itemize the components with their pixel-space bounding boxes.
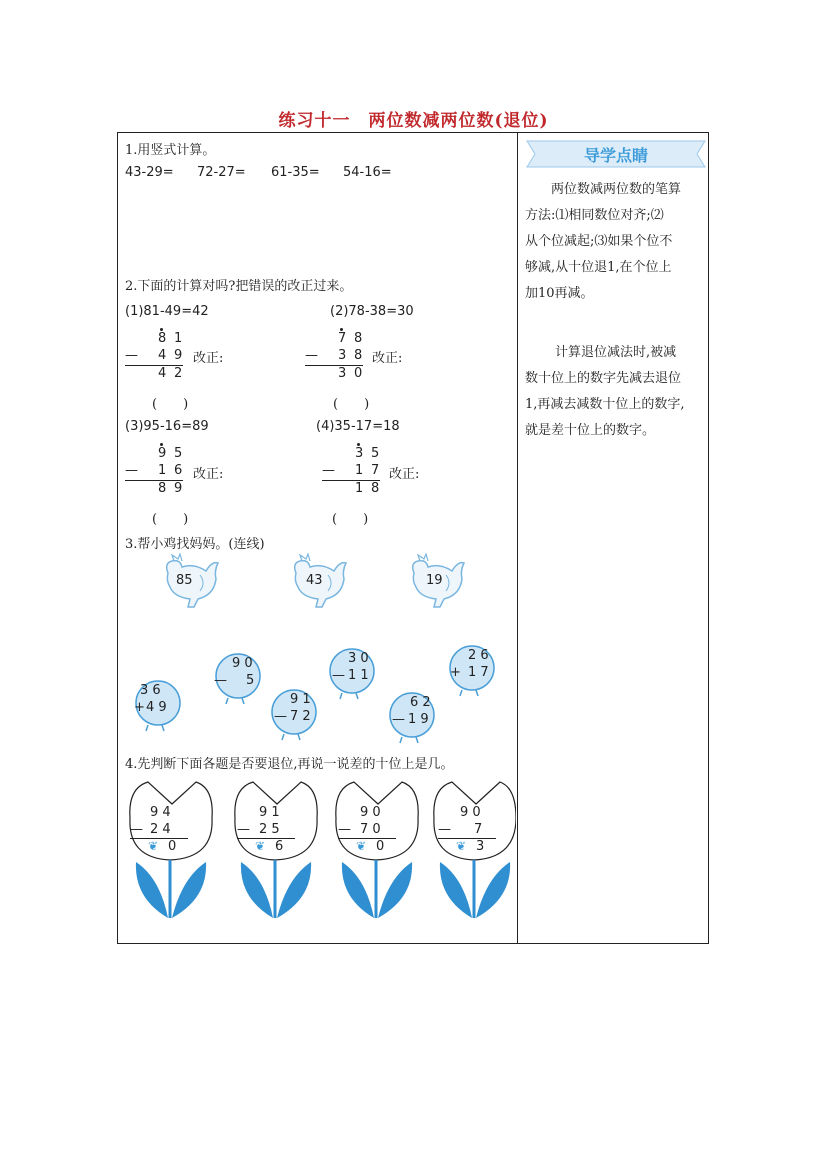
tulip-1	[124, 778, 220, 920]
q2-item-2-vertical-calc	[305, 328, 365, 384]
q2-item-3-answer-paren[interactable]: ( )	[152, 512, 189, 527]
text-line: 两位数减两位数的笔算	[551, 182, 682, 197]
text-line: 加10再减。	[525, 286, 594, 301]
page-title: 练习十一 两位数减两位数(退位)	[278, 111, 549, 131]
digit: 9	[174, 348, 183, 363]
chick-2-op: —	[214, 673, 227, 688]
digit: 1	[355, 463, 364, 478]
digit: 0	[354, 366, 363, 381]
chick-4[interactable]	[326, 643, 382, 701]
q2-item-4-answer-paren[interactable]: ( )	[332, 512, 369, 527]
tulip-2-top: 9 1	[259, 805, 280, 820]
hen-2[interactable]	[288, 553, 350, 613]
tulip-3-top: 9 0	[360, 805, 381, 820]
tulip-4-sub: 7	[474, 822, 483, 837]
butterfly-icon: ❦	[356, 839, 367, 853]
chick-6-bottom: 1 7	[468, 665, 489, 680]
digit: 5	[174, 446, 183, 461]
text-line: 方法:⑴相同数位对齐;⑵	[525, 208, 664, 223]
digit: 7	[371, 463, 380, 478]
digit: 3	[355, 446, 364, 461]
sidebar-paragraph-2	[525, 340, 707, 444]
text-line: 够减,从十位退1,在个位上	[525, 260, 672, 275]
digit: 6	[174, 463, 183, 478]
digit: 7	[338, 331, 347, 346]
digit: 8	[354, 331, 363, 346]
tulip-1-result: 0	[168, 839, 177, 854]
hen-3-number: 19	[426, 573, 443, 588]
minus-sign: —	[305, 348, 318, 363]
text-line: 数十位上的数字先减去退位	[525, 371, 682, 386]
minus-sign: —	[125, 463, 138, 478]
calc-line	[130, 838, 188, 839]
text-line: 就是差十位上的数字。	[525, 423, 656, 438]
chick-6-op: +	[450, 665, 461, 680]
q2-item-1-label: (1)81-49=42	[125, 304, 209, 319]
digit: 3	[338, 348, 347, 363]
q1-problem-4: 54-16=	[343, 165, 392, 180]
tulip-4-top: 9 0	[460, 805, 481, 820]
q1-heading: 1.用竖式计算。	[125, 143, 216, 158]
chick-5-top: 6 2	[410, 695, 431, 710]
chick-6-top: 2 6	[468, 648, 489, 663]
tulip-2-minus: —	[237, 822, 250, 837]
chick-6[interactable]	[446, 640, 502, 698]
chick-3-bottom: 7 2	[290, 709, 311, 724]
chick-3-op: —	[274, 709, 287, 724]
q3-heading: 3.帮小鸡找妈妈。(连线)	[125, 537, 265, 552]
minus-sign: —	[125, 348, 138, 363]
digit: 4	[158, 366, 167, 381]
calc-line	[338, 838, 396, 839]
q1-problem-1: 43-29=	[125, 165, 174, 180]
digit: 1	[174, 331, 183, 346]
tulip-4-result: 3	[476, 839, 485, 854]
q2-item-1-vertical-calc	[125, 328, 185, 384]
chick-3[interactable]	[268, 684, 324, 742]
chick-1-bottom: 4 9	[146, 700, 167, 715]
chick-4-op: —	[332, 668, 345, 683]
tulip-3-sub: 7 0	[360, 822, 381, 837]
q2-item-4-label: (4)35-17=18	[316, 419, 400, 434]
digit: 8	[158, 331, 167, 346]
chick-2-bottom: 5	[246, 673, 255, 688]
butterfly-icon: ❦	[255, 839, 266, 853]
q2-item-1-answer-paren[interactable]: ( )	[152, 397, 189, 412]
hen-3[interactable]	[406, 553, 468, 613]
tulip-2-sub: 2 5	[259, 822, 280, 837]
chick-4-top: 3 0	[348, 651, 369, 666]
minus-sign: —	[322, 463, 335, 478]
sidebar-banner	[525, 139, 709, 169]
chick-1-top: 3 6	[140, 683, 161, 698]
q2-item-4-fix-label: 改正:	[389, 467, 420, 482]
hen-2-number: 43	[306, 573, 323, 588]
tulip-2	[229, 778, 325, 920]
digit: 4	[158, 348, 167, 363]
q2-item-3-fix-label: 改正:	[193, 467, 224, 482]
q2-item-3-vertical-calc	[125, 443, 185, 499]
column-divider	[517, 132, 518, 944]
text-line: 从个位减起;⑶如果个位不	[525, 234, 673, 249]
tulip-1-top: 9 4	[150, 805, 171, 820]
q1-problem-2: 72-27=	[197, 165, 246, 180]
butterfly-icon: ❦	[148, 839, 159, 853]
text-line: 1,再减去减数十位上的数字,	[525, 397, 685, 412]
q2-item-2-answer-paren[interactable]: ( )	[333, 397, 370, 412]
sidebar-paragraph-1	[525, 177, 707, 307]
q4-heading: 4.先判断下面各题是否要退位,再说一说差的十位上是几。	[125, 757, 454, 772]
tulip-icon	[428, 778, 516, 920]
tulip-3-result: 0	[376, 839, 385, 854]
chick-1[interactable]	[132, 675, 188, 733]
q1-problem-3: 61-35=	[271, 165, 320, 180]
digit: 9	[158, 446, 167, 461]
hen-1-number: 85	[176, 573, 193, 588]
tulip-2-result: 6	[275, 839, 284, 854]
chick-5[interactable]	[386, 687, 442, 745]
chick-5-bottom: 1 9	[408, 712, 429, 727]
q2-heading: 2.下面的计算对吗?把错误的改正过来。	[125, 279, 353, 294]
tulip-4-minus: —	[438, 822, 451, 837]
q2-item-2-label: (2)78-38=30	[330, 304, 414, 319]
digit: 8	[371, 481, 380, 496]
q2-item-4-vertical-calc	[322, 443, 382, 499]
tulip-1-minus: —	[130, 822, 143, 837]
tulip-4	[428, 778, 516, 920]
sidebar-banner-title: 导学点睛	[583, 146, 648, 165]
calc-line	[438, 838, 496, 839]
tulip-1-sub: 2 4	[150, 822, 171, 837]
q2-item-2-fix-label: 改正:	[372, 351, 403, 366]
chick-1-op: +	[134, 700, 145, 715]
tulip-3-minus: —	[338, 822, 351, 837]
q2-item-1-fix-label: 改正:	[193, 351, 224, 366]
digit: 3	[338, 366, 347, 381]
digit: 8	[158, 481, 167, 496]
chick-2[interactable]	[212, 648, 268, 706]
tulip-3	[330, 778, 426, 920]
q2-item-3-label: (3)95-16=89	[125, 419, 209, 434]
hen-1[interactable]	[160, 553, 222, 613]
digit: 9	[174, 481, 183, 496]
chick-2-top: 9 0	[232, 656, 253, 671]
calc-line	[237, 838, 295, 839]
digit: 5	[371, 446, 380, 461]
butterfly-icon: ❦	[456, 839, 467, 853]
digit: 1	[158, 463, 167, 478]
chick-4-bottom: 1 1	[348, 668, 369, 683]
digit: 1	[355, 481, 364, 496]
digit: 2	[174, 366, 183, 381]
chick-5-op: —	[392, 712, 405, 727]
digit: 8	[354, 348, 363, 363]
text-line: 计算退位减法时,被减	[555, 345, 677, 360]
chick-3-top: 9 1	[290, 692, 311, 707]
